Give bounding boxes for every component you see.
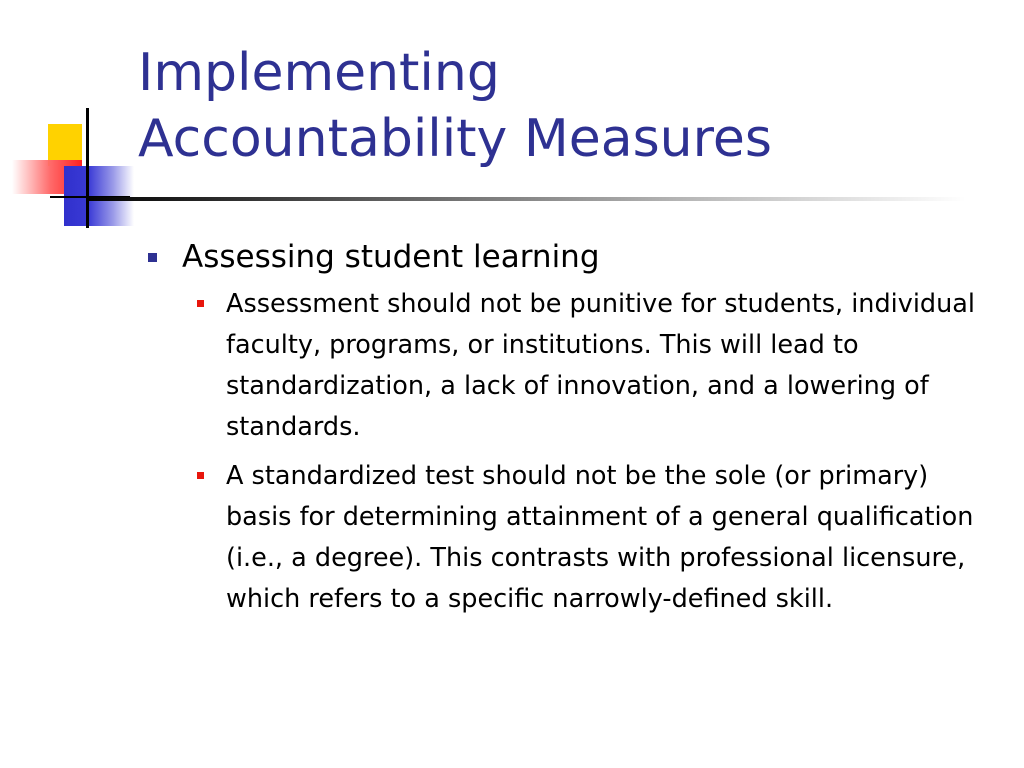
slide-title-line-1: Implementing [138,43,500,103]
template-logo-decoration [0,0,140,240]
bullet-text: A standardized test should not be the sole (or primary) basis for determining attainment of a general qualification (i.e., a degree). This contrasts with professional licensure, which refers to a specific narrowly-defined skill. [226,461,974,614]
title-underline-rule [86,197,966,201]
slide-body [148,236,998,628]
bullet-level-2 [194,284,986,448]
square-bullet-icon [197,300,204,307]
logo-vertical-line [86,108,89,228]
slide-title [138,40,998,172]
slide-title-line-2: Accountability Measures [138,109,772,169]
square-bullet-icon [148,253,157,262]
square-bullet-icon [197,472,204,479]
bullet-level-1 [148,236,998,278]
bullet-text: Assessing student learning [182,239,600,275]
bullet-level-2 [194,456,986,620]
bullet-text: Assessment should not be punitive for students, individual faculty, programs, or institutions. This will lead to standardization, a lack of innovation, and a lowering of standards. [226,289,975,442]
sub-bullet-list [194,284,998,620]
